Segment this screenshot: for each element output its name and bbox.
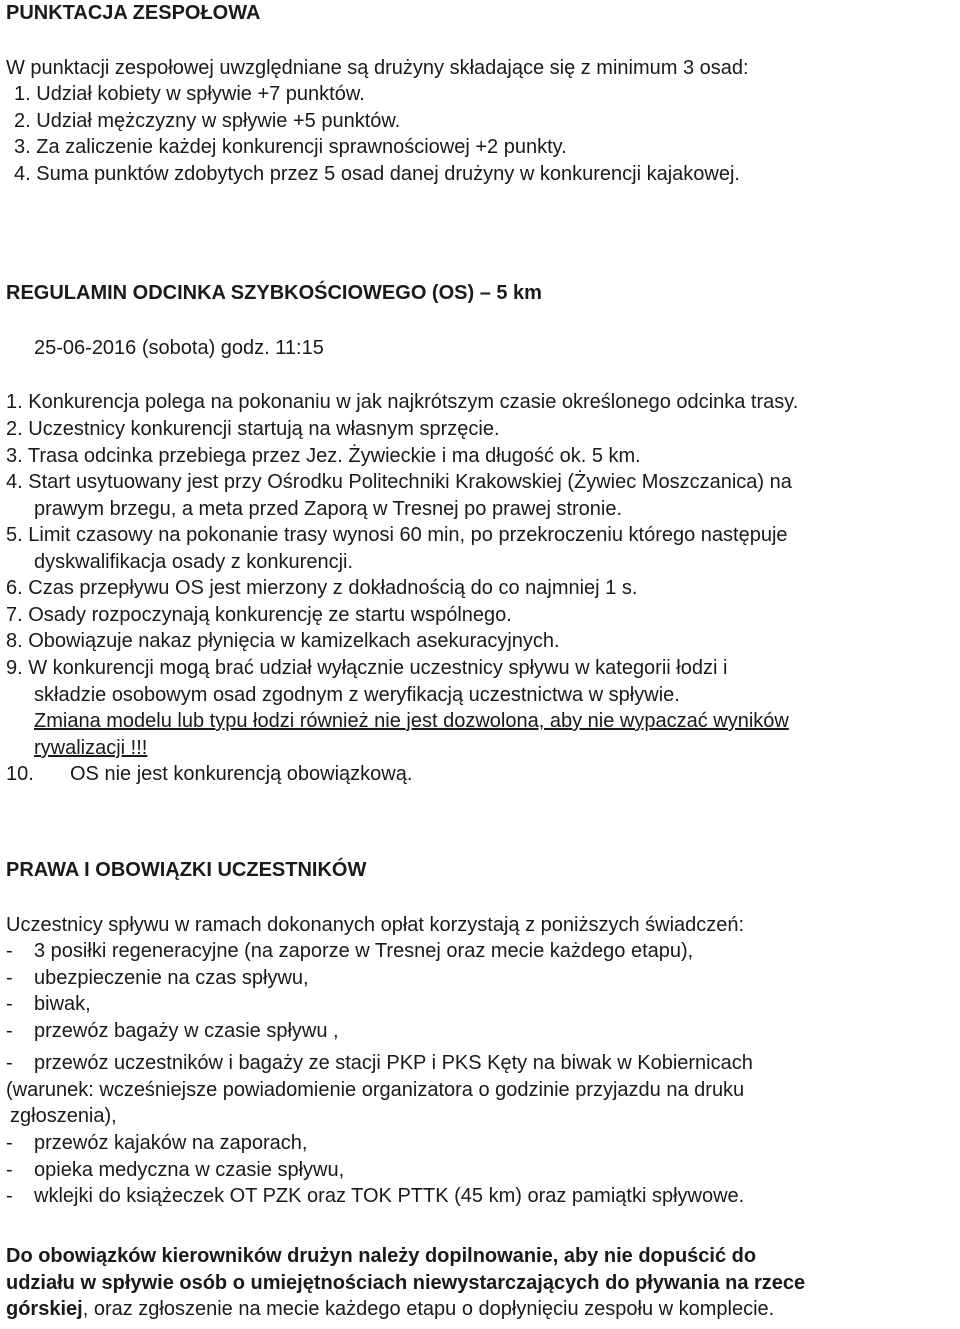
list-item: 1. Udział kobiety w spływie +7 punktów.	[14, 83, 365, 105]
bullet-item: - wklejki do książeczek OT PZK oraz TOK PTTK (45 km) oraz pamiątki spływowe.	[6, 1185, 745, 1207]
list-item: 5. Limit czasowy na pokonanie trasy wynosi 60 min, po przekroczeniu którego następuje	[6, 524, 788, 546]
list-item: 4. Start usytuowany jest przy Ośrodku Politechniki Krakowskiej (Żywiec Moszczanica) na	[6, 471, 792, 493]
bullet-item: - przewóz bagaży w czasie spływu ,	[6, 1020, 339, 1042]
bullet-item: - biwak,	[6, 993, 91, 1015]
captain-duties-text: Do obowiązków kierowników drużyn należy dopilnowanie, aby nie dopuścić do	[6, 1245, 757, 1267]
bullet-item: - opieka medyczna w czasie spływu,	[6, 1159, 345, 1181]
list-item: 2. Uczestnicy konkurencji startują na własnym sprzęcie.	[6, 418, 500, 440]
list-item-continuation: dyskwalifikacja osady z konkurencji.	[34, 551, 354, 573]
list-item: 6. Czas przepływu OS jest mierzony z dokładnością do co najmniej 1 s.	[6, 577, 638, 599]
section-title-time-trial: REGULAMIN ODCINKA SZYBKOŚCIOWEGO (OS) – 5 km	[6, 282, 542, 304]
section-title-team-scoring: PUNKTACJA ZESPOŁOWA	[6, 2, 261, 24]
bullet-item: - przewóz kajaków na zaporach,	[6, 1132, 308, 1154]
condition-text: (warunek: wcześniejsze powiadomienie organizatora o godzinie przyjazdu na druku	[6, 1079, 745, 1101]
event-date: 25-06-2016 (sobota) godz. 11:15	[34, 337, 324, 359]
bullet-item: - przewóz uczestników i bagaży ze stacji PKP i PKS Kęty na biwak w Kobiernicach	[6, 1052, 753, 1074]
captain-duties-text-end: górskiej, oraz zgłoszenie na mecie każdego etapu o dopłynięciu zespołu w komplecie.	[6, 1298, 775, 1320]
bullet-item: - 3 posiłki regeneracyjne (na zaporze w Tresnej oraz mecie każdego etapu),	[6, 940, 694, 962]
rights-intro: Uczestnicy spływu w ramach dokonanych opłat korzystają z poniższych świadczeń:	[6, 914, 745, 936]
list-item: 4. Suma punktów zdobytych przez 5 osad danej drużyny w konkurencji kajakowej.	[14, 163, 740, 185]
team-scoring-intro: W punktacji zespołowej uwzględniane są drużyny składające się z minimum 3 osad:	[6, 57, 749, 79]
list-item: 10. OS nie jest konkurencją obowiązkową.	[6, 763, 413, 785]
list-item: 2. Udział mężczyzny w spływie +5 punktów.	[14, 110, 401, 132]
list-item: 3. Za zaliczenie każdej konkurencji sprawnościowej +2 punkty.	[14, 136, 567, 158]
underlined-note-end: rywalizacji !!!	[34, 737, 148, 759]
list-item: 3. Trasa odcinka przebiega przez Jez. Żywieckie i ma długość ok. 5 km.	[6, 445, 641, 467]
condition-text-end: zgłoszenia),	[10, 1105, 117, 1127]
list-item-continuation: prawym brzegu, a meta przed Zaporą w Tresnej po prawej stronie.	[34, 498, 623, 520]
list-item-continuation: składzie osobowym osad zgodnym z weryfikacją uczestnictwa w spływie.	[34, 684, 680, 706]
captain-duties-text: udziału w spływie osób o umiejętnościach niewystarczających do pływania na rzece	[6, 1272, 806, 1294]
list-item: 8. Obowiązuje nakaz płynięcia w kamizelkach asekuracyjnych.	[6, 630, 560, 652]
list-item: 7. Osady rozpoczynają konkurencję ze startu wspólnego.	[6, 604, 512, 626]
underlined-note: Zmiana modelu lub typu łodzi również nie jest dozwolona, aby nie wypaczać wyników	[34, 710, 789, 732]
list-item: 1. Konkurencja polega na pokonaniu w jak najkrótszym czasie określonego odcinka trasy.	[6, 391, 799, 413]
bullet-item: - ubezpieczenie na czas spływu,	[6, 967, 309, 989]
list-item: 9. W konkurencji mogą brać udział wyłącznie uczestnicy spływu w kategorii łodzi i	[6, 657, 728, 679]
section-title-rights-duties: PRAWA I OBOWIĄZKI UCZESTNIKÓW	[6, 859, 367, 881]
